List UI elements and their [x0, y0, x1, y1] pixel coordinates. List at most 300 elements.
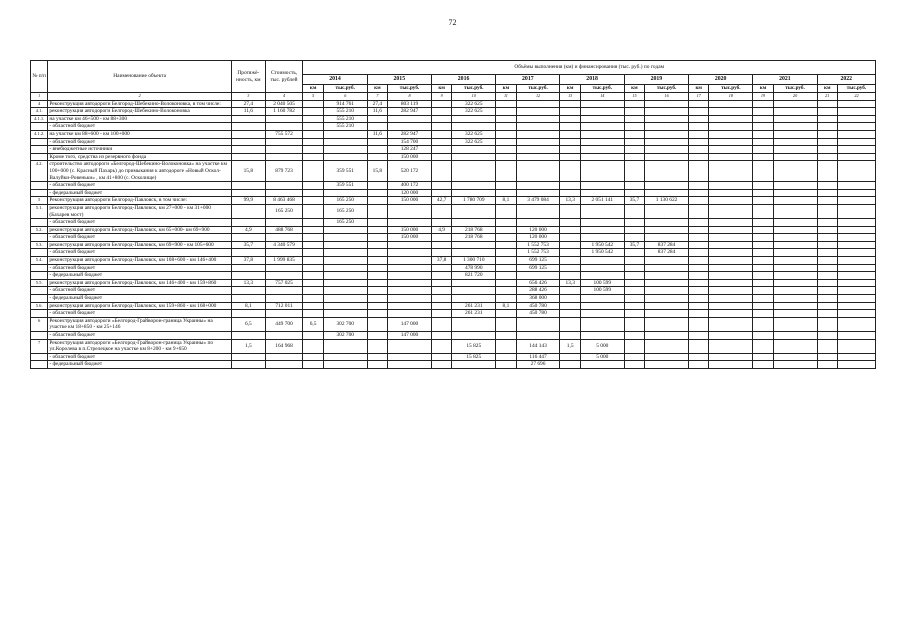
- value-cell: 13,3: [560, 279, 580, 287]
- value-cell: [367, 353, 387, 361]
- value-cell: [709, 361, 753, 369]
- value-cell: [580, 146, 624, 154]
- value-cell: [431, 339, 451, 353]
- value-cell: [645, 182, 689, 190]
- value-cell: [709, 146, 753, 154]
- value-cell: [817, 332, 837, 340]
- value-cell: [817, 219, 837, 227]
- value-cell: [753, 317, 773, 331]
- value-cell: [753, 361, 773, 369]
- value-cell: 821 720: [452, 272, 496, 280]
- value-cell: [516, 272, 560, 280]
- value-cell: [323, 279, 367, 287]
- value-cell: [709, 138, 753, 146]
- value-cell: [560, 115, 580, 123]
- value-cell: [817, 234, 837, 242]
- value-cell: [773, 257, 817, 265]
- value-cell: [689, 241, 709, 249]
- value-cell: [645, 317, 689, 331]
- row-number: 6: [31, 317, 48, 331]
- value-cell: [452, 115, 496, 123]
- value-cell: [709, 332, 753, 340]
- value-cell: [367, 272, 387, 280]
- value-cell: [367, 295, 387, 303]
- value-cell: [431, 241, 451, 249]
- value-cell: [645, 264, 689, 272]
- value-cell: [265, 153, 303, 161]
- object-name: - внебюджетные источники: [48, 146, 232, 154]
- value-cell: [753, 257, 773, 265]
- value-cell: [580, 182, 624, 190]
- value-cell: [624, 108, 644, 116]
- value-cell: [689, 189, 709, 197]
- value-cell: [817, 361, 837, 369]
- column-number: 12: [516, 93, 560, 101]
- value-cell: 288 426: [516, 287, 560, 295]
- value-cell: [560, 153, 580, 161]
- value-cell: [303, 272, 323, 280]
- value-cell: 4,9: [431, 226, 451, 234]
- value-cell: [496, 339, 516, 353]
- value-cell: [323, 287, 367, 295]
- value-cell: 322 625: [452, 138, 496, 146]
- value-cell: [303, 361, 323, 369]
- value-cell: [388, 264, 432, 272]
- object-name: - областной бюджет: [48, 182, 232, 190]
- value-cell: 1 160 782: [265, 108, 303, 116]
- value-cell: [773, 339, 817, 353]
- table-row: [31, 234, 876, 242]
- value-cell: [431, 353, 451, 361]
- row-number: [31, 138, 48, 146]
- table-row: [31, 219, 876, 227]
- value-cell: 2 051 141: [580, 197, 624, 205]
- row-number: [31, 295, 48, 303]
- value-cell: [496, 182, 516, 190]
- value-cell: [753, 115, 773, 123]
- value-cell: [709, 257, 753, 265]
- value-cell: [367, 241, 387, 249]
- value-cell: [817, 182, 837, 190]
- value-cell: [817, 353, 837, 361]
- unit-rub: тыс.руб.: [323, 85, 367, 93]
- value-cell: 13,3: [232, 279, 266, 287]
- value-cell: [265, 332, 303, 340]
- object-name: - областной бюджет: [48, 353, 232, 361]
- value-cell: 100 599: [580, 279, 624, 287]
- value-cell: [431, 361, 451, 369]
- unit-km: км: [303, 85, 323, 93]
- value-cell: 154 700: [388, 138, 432, 146]
- column-number: 20: [773, 93, 817, 101]
- value-cell: 359 551: [323, 161, 367, 182]
- value-cell: [817, 264, 837, 272]
- value-cell: [645, 279, 689, 287]
- value-cell: [689, 361, 709, 369]
- value-cell: [303, 138, 323, 146]
- value-cell: [265, 189, 303, 197]
- table-body: [31, 100, 876, 368]
- value-cell: [388, 272, 432, 280]
- value-cell: [817, 189, 837, 197]
- column-number: 5: [303, 93, 323, 101]
- column-number-row: [31, 93, 876, 101]
- value-cell: [645, 287, 689, 295]
- value-cell: [560, 182, 580, 190]
- row-number: 4: [31, 100, 48, 108]
- value-cell: [232, 249, 266, 257]
- column-number: 4: [265, 93, 303, 101]
- value-cell: [837, 287, 875, 295]
- column-number: 18: [709, 93, 753, 101]
- column-number: 6: [323, 93, 367, 101]
- value-cell: [689, 249, 709, 257]
- row-number: [31, 310, 48, 318]
- value-cell: 37,8: [232, 257, 266, 265]
- unit-km: км: [624, 85, 644, 93]
- value-cell: [753, 272, 773, 280]
- value-cell: [452, 219, 496, 227]
- row-number: [31, 182, 48, 190]
- header-cost: Стоимость, тыс. рублей: [265, 61, 303, 93]
- value-cell: [367, 146, 387, 154]
- value-cell: [367, 249, 387, 257]
- value-cell: [580, 310, 624, 318]
- value-cell: [817, 272, 837, 280]
- object-name: реконструкция автодороги Белгород-Павловск, км 27+000 - км 31+000 (Бахарев мост): [48, 204, 232, 218]
- object-name: реконструкция автодороги Белгород-Павловск, км 146+400 - км 159+860: [48, 279, 232, 287]
- value-cell: [817, 287, 837, 295]
- column-number: 17: [689, 93, 709, 101]
- year-header: 2022: [817, 75, 875, 85]
- object-name: - федеральный бюджет: [48, 189, 232, 197]
- value-cell: [580, 153, 624, 161]
- value-cell: 99,9: [232, 197, 266, 205]
- value-cell: [431, 219, 451, 227]
- value-cell: [689, 295, 709, 303]
- value-cell: [560, 287, 580, 295]
- value-cell: [580, 361, 624, 369]
- value-cell: [580, 204, 624, 218]
- value-cell: 15 825: [452, 353, 496, 361]
- value-cell: [689, 257, 709, 265]
- value-cell: [303, 249, 323, 257]
- value-cell: [560, 189, 580, 197]
- value-cell: [837, 130, 875, 138]
- value-cell: [624, 138, 644, 146]
- value-cell: [773, 146, 817, 154]
- value-cell: [624, 115, 644, 123]
- value-cell: [580, 272, 624, 280]
- value-cell: [431, 310, 451, 318]
- value-cell: [689, 146, 709, 154]
- object-name: Реконструкция автодороги Белгород-Шебекино-Волоконовка, в том числе:: [48, 100, 232, 108]
- value-cell: 15,8: [367, 161, 387, 182]
- value-cell: 282 947: [388, 130, 432, 138]
- value-cell: [773, 108, 817, 116]
- value-cell: [837, 241, 875, 249]
- object-name: реконструкция автодороги Белгород-Павловск, км 159+860 - км 168+000: [48, 302, 232, 310]
- object-name: строительство автодороги «Белгород-Шебекино-Волоконовка» на участке км 100+000 (с. Красный Пахарь) до примыкания к автодороге «Новый Оскол-Валуйки-Ровеньки» , км 41+800 (с. Осколище): [48, 161, 232, 182]
- value-cell: [624, 287, 644, 295]
- value-cell: [367, 189, 387, 197]
- value-cell: [367, 279, 387, 287]
- table-row: [31, 332, 876, 340]
- object-name: - областной бюджет: [48, 234, 232, 242]
- value-cell: [773, 234, 817, 242]
- value-cell: 520 172: [388, 161, 432, 182]
- value-cell: [709, 241, 753, 249]
- value-cell: [753, 138, 773, 146]
- row-number: 4.2.: [31, 161, 48, 182]
- value-cell: [323, 241, 367, 249]
- value-cell: [452, 161, 496, 182]
- value-cell: [817, 310, 837, 318]
- value-cell: [303, 130, 323, 138]
- year-header: 2015: [367, 75, 431, 85]
- value-cell: [367, 234, 387, 242]
- value-cell: 879 723: [265, 161, 303, 182]
- value-cell: [624, 257, 644, 265]
- value-cell: [496, 123, 516, 131]
- value-cell: [431, 189, 451, 197]
- value-cell: [709, 219, 753, 227]
- table-row: [31, 108, 876, 116]
- value-cell: [580, 257, 624, 265]
- value-cell: [232, 353, 266, 361]
- year-header: 2017: [496, 75, 560, 85]
- value-cell: [303, 339, 323, 353]
- value-cell: [689, 197, 709, 205]
- row-number: [31, 123, 48, 131]
- value-cell: [580, 226, 624, 234]
- value-cell: [516, 108, 560, 116]
- row-number: 5.3.: [31, 241, 48, 249]
- table-row: [31, 287, 876, 295]
- value-cell: 478 990: [452, 264, 496, 272]
- row-number: [31, 219, 48, 227]
- value-cell: [367, 197, 387, 205]
- value-cell: [496, 317, 516, 331]
- value-cell: [431, 295, 451, 303]
- value-cell: [496, 115, 516, 123]
- value-cell: [837, 123, 875, 131]
- value-cell: [624, 161, 644, 182]
- value-cell: [580, 234, 624, 242]
- value-cell: [560, 332, 580, 340]
- value-cell: [452, 204, 496, 218]
- value-cell: 11,6: [232, 108, 266, 116]
- value-cell: [496, 353, 516, 361]
- table-header: [31, 61, 876, 101]
- value-cell: 400 172: [388, 182, 432, 190]
- value-cell: [388, 295, 432, 303]
- value-cell: [303, 123, 323, 131]
- value-cell: [452, 361, 496, 369]
- table-row: [31, 361, 876, 369]
- value-cell: [367, 219, 387, 227]
- value-cell: [837, 108, 875, 116]
- column-number: 1: [31, 93, 48, 101]
- value-cell: [837, 353, 875, 361]
- object-name: на участке км 46+500 - км 88+300: [48, 115, 232, 123]
- value-cell: 27,4: [232, 100, 266, 108]
- header-num: № п/п: [31, 61, 48, 93]
- value-cell: [516, 219, 560, 227]
- value-cell: 35,7: [624, 197, 644, 205]
- value-cell: 712 011: [265, 302, 303, 310]
- unit-rub: тыс.руб.: [773, 85, 817, 93]
- value-cell: [817, 204, 837, 218]
- value-cell: [431, 317, 451, 331]
- value-cell: [837, 226, 875, 234]
- value-cell: [817, 279, 837, 287]
- value-cell: 322 625: [452, 130, 496, 138]
- value-cell: [496, 295, 516, 303]
- value-cell: 120 000: [516, 234, 560, 242]
- value-cell: [624, 249, 644, 257]
- value-cell: [773, 249, 817, 257]
- value-cell: [645, 161, 689, 182]
- value-cell: [753, 353, 773, 361]
- row-number: [31, 353, 48, 361]
- value-cell: 147 000: [388, 332, 432, 340]
- value-cell: [817, 108, 837, 116]
- value-cell: 150 000: [388, 226, 432, 234]
- value-cell: [753, 287, 773, 295]
- value-cell: [753, 182, 773, 190]
- value-cell: [265, 295, 303, 303]
- value-cell: [817, 249, 837, 257]
- value-cell: [709, 249, 753, 257]
- value-cell: 11,6: [367, 130, 387, 138]
- value-cell: [645, 108, 689, 116]
- value-cell: [817, 123, 837, 131]
- table-row: [31, 279, 876, 287]
- value-cell: [303, 234, 323, 242]
- value-cell: 5 000: [580, 353, 624, 361]
- row-number: [31, 146, 48, 154]
- value-cell: [773, 204, 817, 218]
- value-cell: [560, 353, 580, 361]
- value-cell: [580, 130, 624, 138]
- value-cell: [265, 361, 303, 369]
- value-cell: [624, 339, 644, 353]
- value-cell: 120 000: [516, 226, 560, 234]
- value-cell: [452, 317, 496, 331]
- row-number: [31, 361, 48, 369]
- value-cell: [516, 182, 560, 190]
- value-cell: [817, 295, 837, 303]
- value-cell: [753, 241, 773, 249]
- row-number: 5.4.: [31, 257, 48, 265]
- value-cell: [323, 361, 367, 369]
- value-cell: [560, 234, 580, 242]
- column-number: 3: [232, 93, 266, 101]
- value-cell: [773, 182, 817, 190]
- value-cell: [303, 182, 323, 190]
- value-cell: [837, 219, 875, 227]
- value-cell: [496, 249, 516, 257]
- value-cell: [516, 153, 560, 161]
- unit-km: км: [431, 85, 451, 93]
- value-cell: 555 210: [323, 115, 367, 123]
- value-cell: [452, 249, 496, 257]
- value-cell: [265, 249, 303, 257]
- table-row: [31, 100, 876, 108]
- table-row: [31, 264, 876, 272]
- value-cell: [496, 138, 516, 146]
- value-cell: [496, 100, 516, 108]
- column-number: 10: [452, 93, 496, 101]
- object-name: Реконструкция автодороги «Белгород-Грайворон-граница Украины» на участке км 18+850 - км 25+146: [48, 317, 232, 331]
- value-cell: [388, 361, 432, 369]
- value-cell: 27,4: [367, 100, 387, 108]
- value-cell: 120 000: [388, 189, 432, 197]
- object-name: реконструкция автодороги Белгород-Павловск, км 108+600 - км 146+400: [48, 257, 232, 265]
- value-cell: [388, 249, 432, 257]
- value-cell: [817, 100, 837, 108]
- value-cell: [624, 353, 644, 361]
- value-cell: [367, 138, 387, 146]
- value-cell: [773, 279, 817, 287]
- value-cell: [645, 189, 689, 197]
- value-cell: [709, 279, 753, 287]
- year-header: 2020: [689, 75, 753, 85]
- value-cell: [232, 204, 266, 218]
- value-cell: 449 700: [265, 317, 303, 331]
- value-cell: [709, 100, 753, 108]
- value-cell: [753, 108, 773, 116]
- row-number: [31, 332, 48, 340]
- value-cell: [452, 146, 496, 154]
- value-cell: [837, 189, 875, 197]
- value-cell: [753, 302, 773, 310]
- value-cell: [560, 295, 580, 303]
- value-cell: [232, 146, 266, 154]
- value-cell: [753, 279, 773, 287]
- value-cell: [452, 332, 496, 340]
- value-cell: [645, 219, 689, 227]
- value-cell: [624, 146, 644, 154]
- value-cell: 488 768: [265, 226, 303, 234]
- value-cell: [431, 182, 451, 190]
- value-cell: 261 231: [452, 302, 496, 310]
- table-row: [31, 339, 876, 353]
- value-cell: [837, 138, 875, 146]
- value-cell: [689, 204, 709, 218]
- value-cell: [709, 287, 753, 295]
- row-number: [31, 249, 48, 257]
- value-cell: [388, 353, 432, 361]
- value-cell: [323, 153, 367, 161]
- table-row: [31, 138, 876, 146]
- value-cell: [431, 153, 451, 161]
- value-cell: [496, 219, 516, 227]
- value-cell: [232, 182, 266, 190]
- table-row: [31, 302, 876, 310]
- value-cell: [303, 257, 323, 265]
- page-number: 72: [448, 18, 457, 27]
- value-cell: 4,9: [232, 226, 266, 234]
- value-cell: 8 463 468: [265, 197, 303, 205]
- value-cell: [837, 272, 875, 280]
- row-number: 5.5.: [31, 279, 48, 287]
- value-cell: [837, 264, 875, 272]
- value-cell: [560, 204, 580, 218]
- unit-rub: тыс.руб.: [645, 85, 689, 93]
- value-cell: [560, 108, 580, 116]
